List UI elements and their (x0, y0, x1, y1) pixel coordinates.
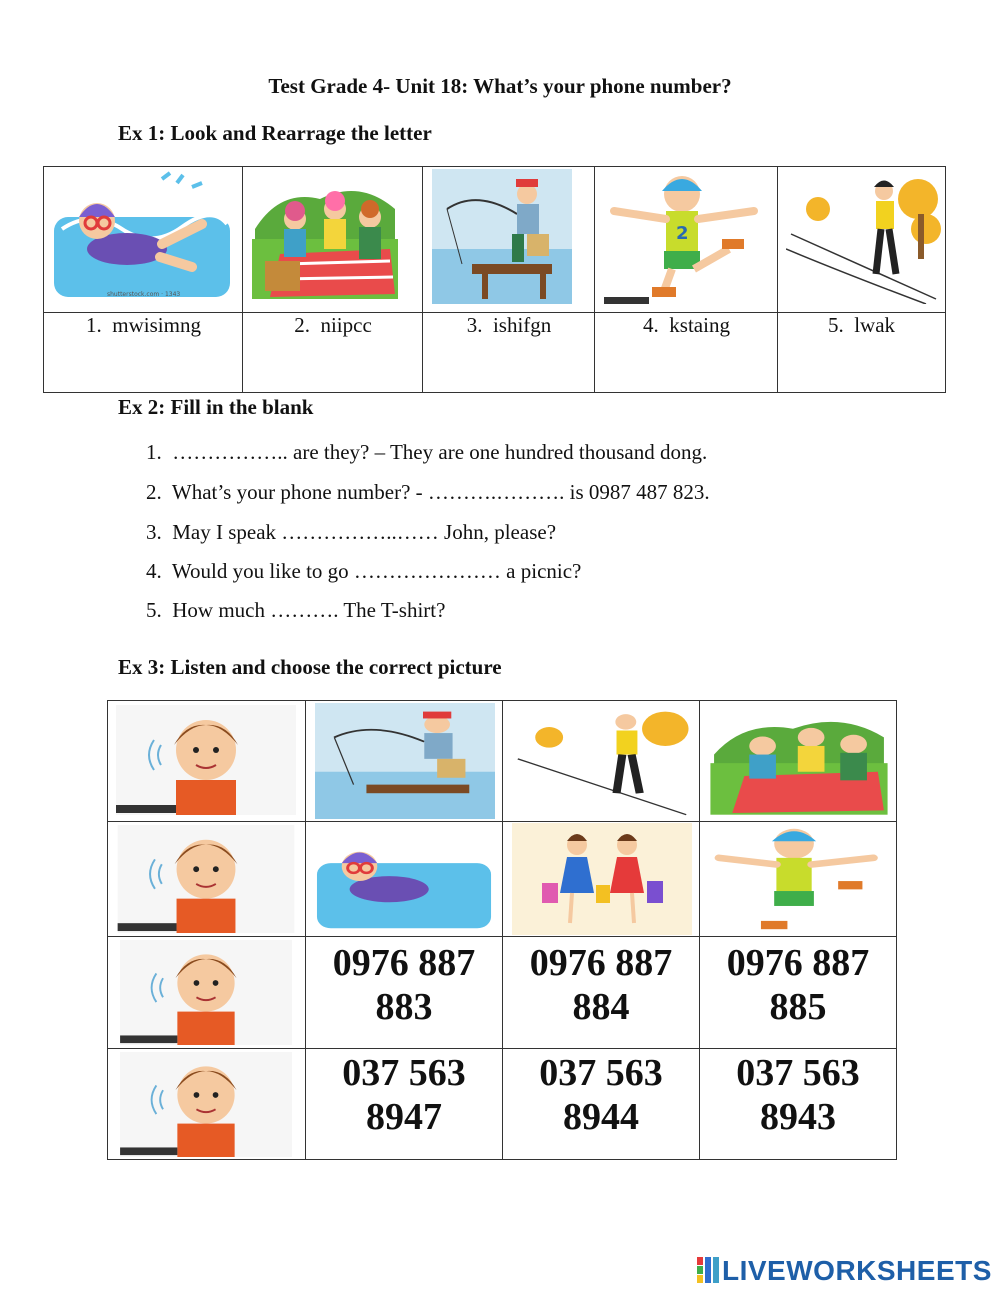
page-title: Test Grade 4- Unit 18: What’s your phone number? (268, 74, 732, 98)
svg-text:shutterstock.com · 1343: shutterstock.com · 1343 (107, 291, 181, 298)
liveworksheets-logo: LIVEWORKSHEETS (697, 1255, 992, 1287)
ex3-heading: Ex 3: Listen and choose the correct picture (118, 655, 502, 679)
list-item: 5. How much ………. The T-shirt? (146, 598, 446, 622)
list-item: 1. …………….. are they? – They are one hundred thousand dong. (146, 440, 708, 464)
picnic-family-icon (250, 169, 400, 304)
phone-option-4[interactable]: 037 563 8947 (342, 1052, 466, 1138)
phone-option-2[interactable]: 0976 887 884 (529, 942, 673, 1028)
ex1-word-1: 1. mwisimng (86, 313, 201, 337)
list-item: 3. May I speak ……………..…… John, please? (146, 520, 557, 544)
skating-boy-icon[interactable] (708, 823, 890, 935)
ex1-word-2: 2. niipcc (294, 313, 372, 337)
list-item: 4. Would you like to go ………………… a picnic? (146, 559, 582, 583)
ex1-word-4: 4. kstaing (643, 313, 730, 337)
skating-boy-icon (604, 169, 769, 304)
ex1-word-5: 5. lwak (827, 313, 896, 337)
listening-boy-icon[interactable] (116, 705, 296, 815)
picnic-family-icon[interactable] (708, 703, 890, 819)
walking-woman-icon[interactable] (512, 703, 692, 819)
walking-woman-icon (786, 169, 941, 304)
swimming-girl-icon[interactable] (315, 824, 495, 934)
fishing-man-icon[interactable] (315, 703, 495, 819)
ex1-word-3: 3. ishifgn (466, 313, 552, 337)
swimming-girl-icon (52, 169, 234, 304)
fishing-man-icon (432, 169, 572, 304)
phone-option-6[interactable]: 037 563 8943 (736, 1052, 860, 1138)
list-item: 2. What’s your phone number? - ……….………. is 0987 487 823. (146, 480, 710, 504)
phone-option-3[interactable]: 0976 887 885 (726, 942, 870, 1028)
listening-boy-icon[interactable] (116, 1052, 296, 1157)
svg-text:2: 2 (676, 223, 689, 244)
ex1-table (43, 166, 946, 393)
ex3-grid (107, 700, 897, 1160)
phone-option-5[interactable]: 037 563 8944 (539, 1052, 663, 1138)
logo-mark-icon (697, 1257, 719, 1283)
ex1-heading: Ex 1: Look and Rearrage the letter (118, 121, 432, 145)
phone-option-1[interactable]: 0976 887 883 (332, 942, 476, 1028)
listening-boy-icon[interactable] (116, 940, 296, 1045)
shopping-women-icon[interactable] (512, 823, 692, 935)
listening-boy-icon[interactable] (116, 825, 296, 933)
ex2-heading: Ex 2: Fill in the blank (118, 395, 314, 419)
